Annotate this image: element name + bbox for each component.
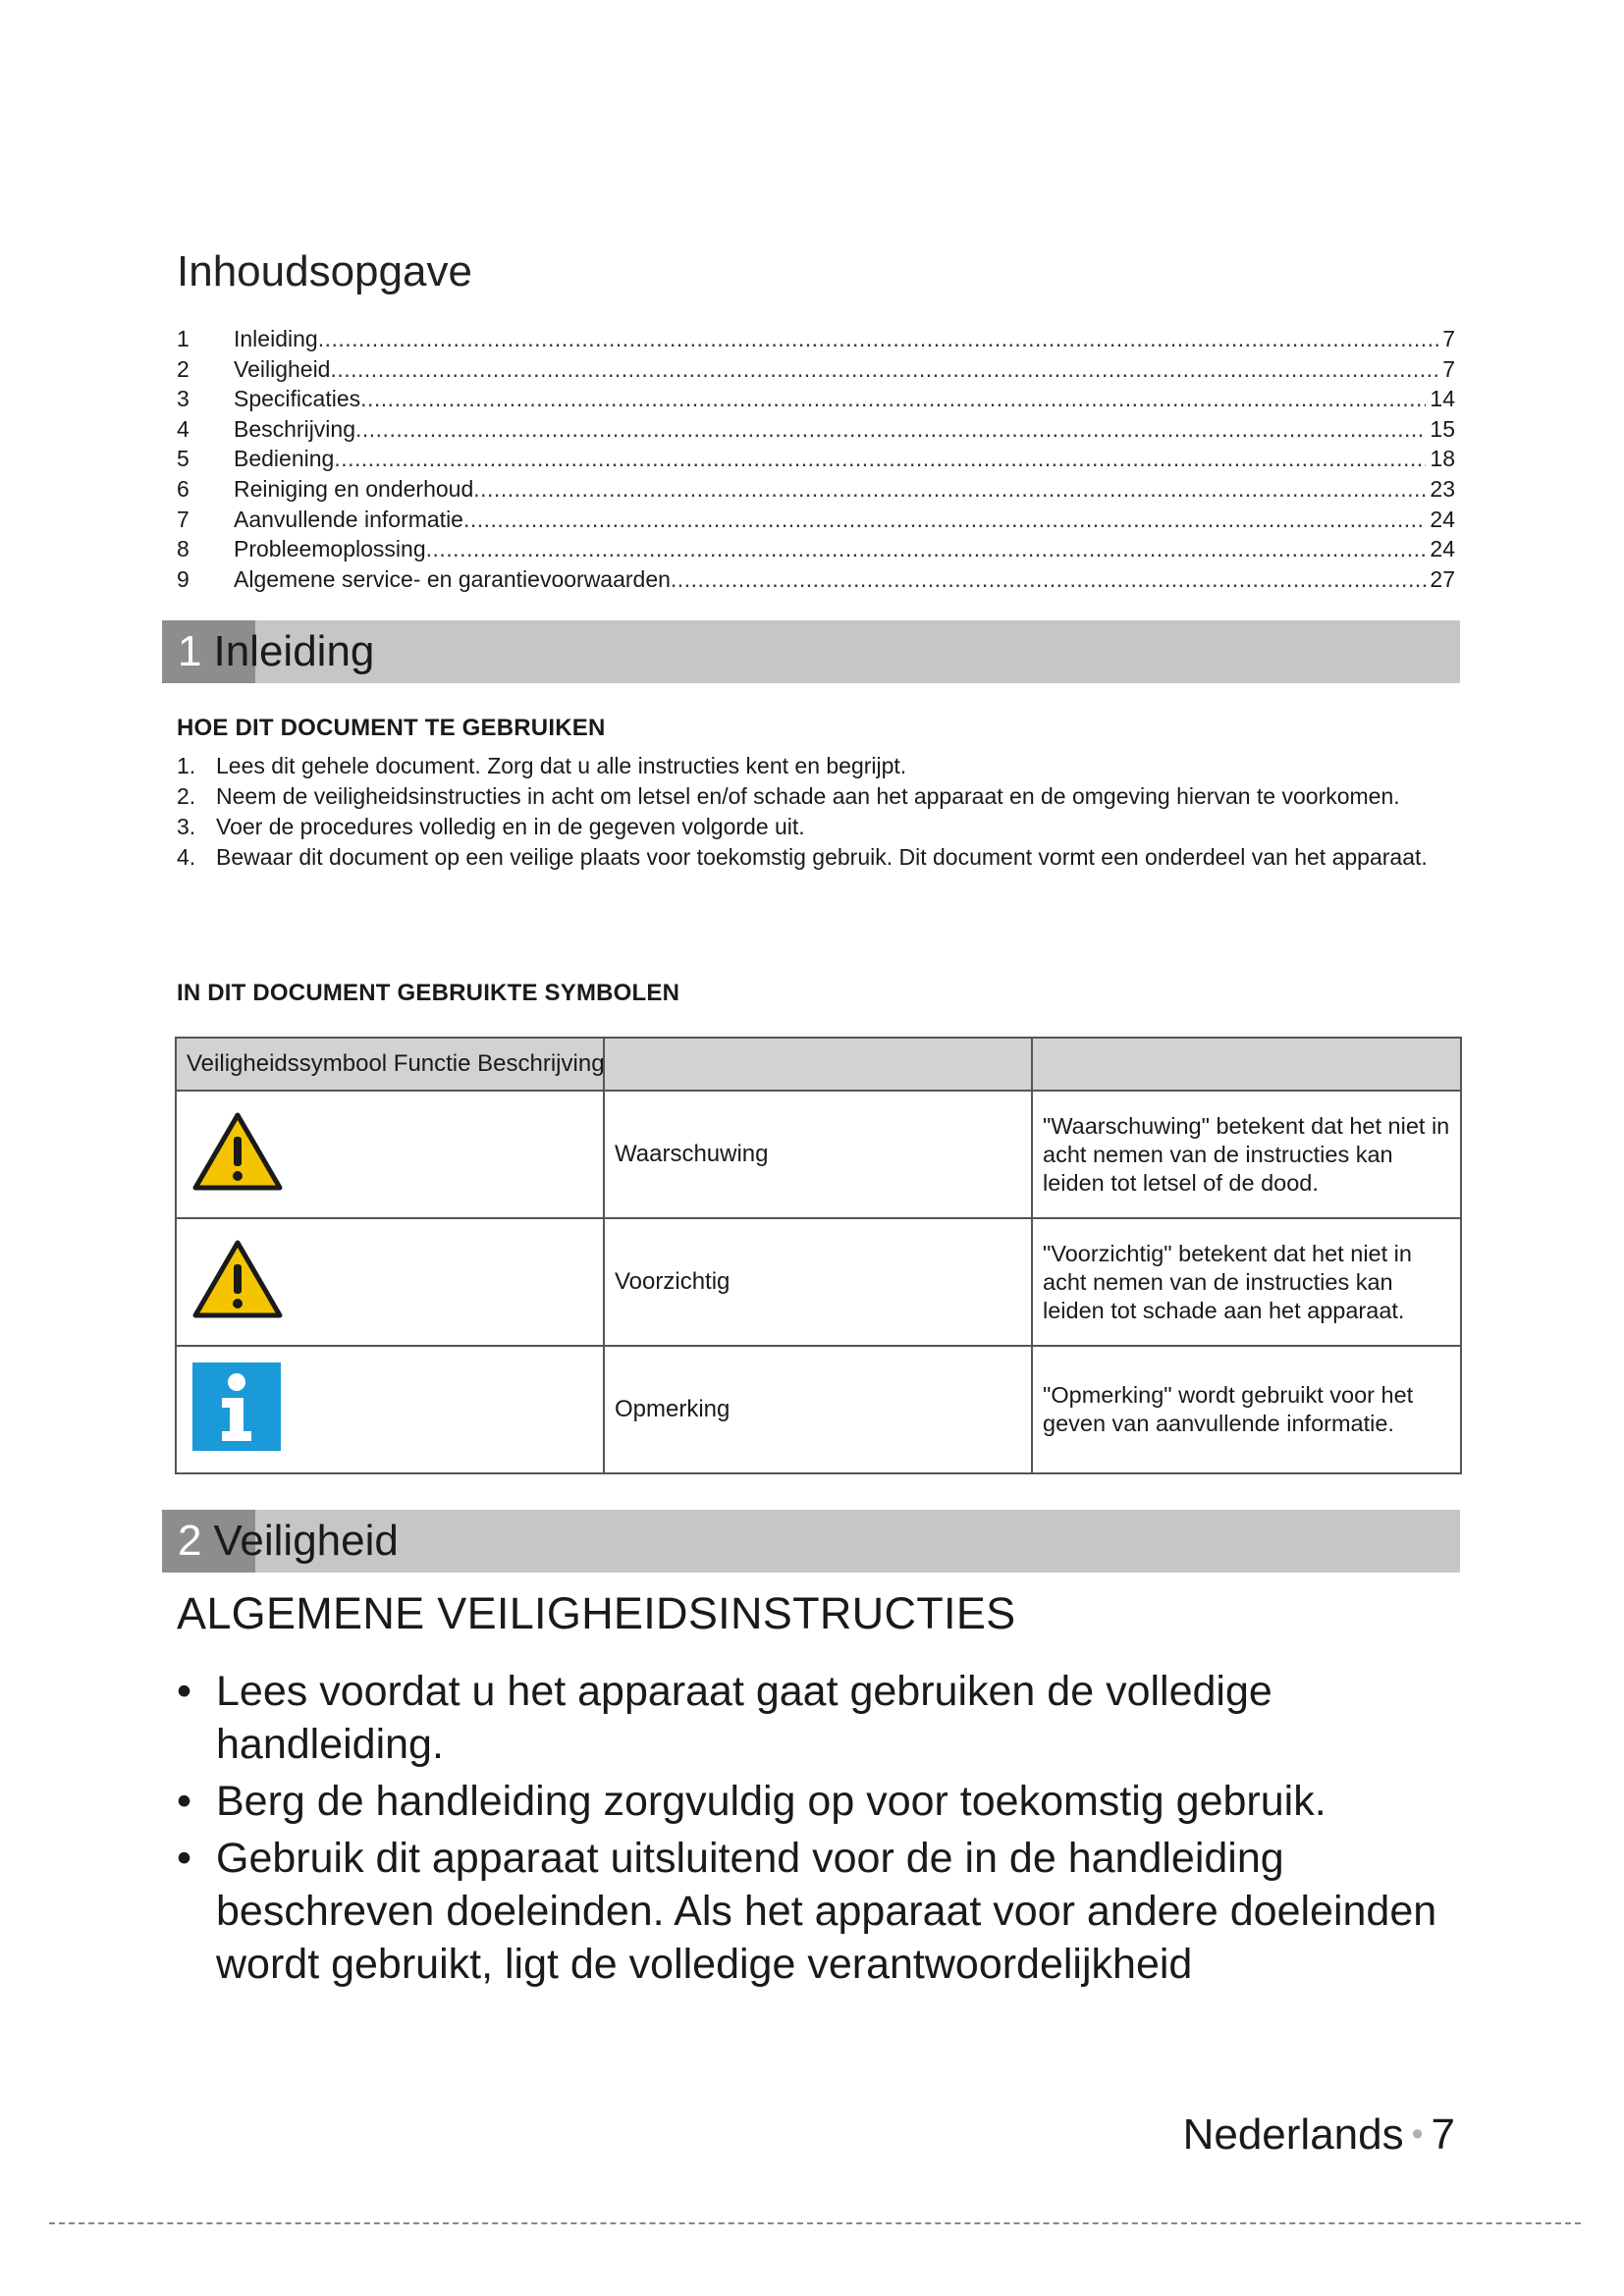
toc-entry-page: 7 <box>1442 355 1455 382</box>
function-cell: Opmerking <box>604 1346 1032 1473</box>
function-cell: Voorzichtig <box>604 1218 1032 1346</box>
toc-entry-label: Specificaties <box>234 386 361 412</box>
toc-entry[interactable] <box>177 505 1455 535</box>
table-header-row <box>176 1038 1461 1091</box>
toc-leader-dots <box>473 474 1426 504</box>
step-text: Voer de procedures volledig en in de gegeven volgorde uit. <box>216 814 805 839</box>
section-number: 1 <box>178 627 202 675</box>
list-item <box>177 752 1453 780</box>
toc-entry-number: 7 <box>177 506 189 532</box>
toc-entry-page: 24 <box>1430 536 1455 562</box>
toc-entry-page: 7 <box>1442 326 1455 351</box>
symbols-table <box>175 1037 1462 1474</box>
symbol-cell <box>176 1346 604 1473</box>
toc-entry[interactable] <box>177 474 1455 505</box>
section-number: 2 <box>178 1517 202 1565</box>
table-row <box>176 1218 1461 1346</box>
howto-heading: HOE DIT DOCUMENT TE GEBRUIKEN <box>177 715 606 741</box>
page-footer <box>1183 2110 1455 2160</box>
step-text: Neem de veiligheidsinstructies in acht om letsel en/of schade aan het apparaat en de omgeving hiervan te voorkomen. <box>216 783 1400 809</box>
toc-entry-page: 27 <box>1430 565 1455 592</box>
toc-leader-dots <box>426 534 1427 563</box>
usage-steps <box>177 752 1453 874</box>
toc-entry[interactable] <box>177 444 1455 474</box>
toc-entry[interactable] <box>177 354 1455 385</box>
toc-entry-number: 5 <box>177 446 189 472</box>
section-title-text: Veiligheid <box>213 1517 399 1565</box>
toc-entry-page: 24 <box>1430 506 1455 532</box>
description-cell: "Waarschuwing" betekent dat het niet in acht nemen van de instructies kan leiden tot letsel of de dood. <box>1032 1091 1461 1218</box>
toc-entry-number: 9 <box>177 565 189 592</box>
step-number: 1. <box>177 753 196 778</box>
table-header-cell-empty <box>604 1038 1032 1091</box>
symbol-cell <box>176 1218 604 1346</box>
toc-leader-dots <box>671 564 1426 594</box>
step-number: 2. <box>177 783 196 809</box>
toc-entry-number: 8 <box>177 536 189 562</box>
section-1-header <box>162 620 1460 683</box>
description-cell: "Voorzichtig" betekent dat het niet in acht nemen van de instructies kan leiden tot schade aan het apparaat. <box>1032 1218 1461 1346</box>
toc-entry-page: 15 <box>1430 415 1455 442</box>
table-row <box>176 1346 1461 1473</box>
toc-entry-label: Inleiding <box>234 326 318 351</box>
toc-leader-dots <box>355 414 1426 444</box>
footer-language: Nederlands <box>1182 2110 1404 2159</box>
toc-entry[interactable] <box>177 564 1455 595</box>
toc-leader-dots <box>330 354 1438 384</box>
safety-bullets <box>177 1665 1483 1995</box>
section-title-text: Inleiding <box>213 627 375 675</box>
info-icon <box>192 1362 281 1451</box>
page-bottom-divider <box>49 2222 1581 2224</box>
toc-entry-label: Algemene service- en garantievoorwaarden <box>234 565 671 592</box>
step-number: 3. <box>177 814 196 839</box>
toc-entry-label: Reiniging en onderhoud <box>234 475 474 502</box>
toc-entry-page: 14 <box>1430 386 1455 412</box>
toc-entry[interactable] <box>177 324 1455 354</box>
toc-title: Inhoudsopgave <box>177 247 472 295</box>
toc-entry-page: 18 <box>1430 446 1455 472</box>
safety-instructions-heading: ALGEMENE VEILIGHEIDSINSTRUCTIES <box>177 1588 1016 1638</box>
toc-entry-label: Aanvullende informatie <box>234 506 463 532</box>
toc-entry-label: Bediening <box>234 446 335 472</box>
list-item: • Gebruik dit apparaat uitsluitend voor de in de handleiding beschreven doeleinden. Als het apparaat voor andere doeleinden wordt gebruikt, ligt de volledige verantwoordelijkheid <box>177 1832 1483 1991</box>
toc-leader-dots <box>334 444 1426 473</box>
toc-entry-number: 4 <box>177 415 189 442</box>
list-item <box>177 782 1453 811</box>
section-title <box>178 1518 399 1565</box>
footer-separator: • <box>1411 2115 1424 2153</box>
list-item <box>177 843 1453 872</box>
toc-leader-dots <box>463 505 1426 534</box>
list-item <box>177 813 1453 841</box>
toc-entry-page: 23 <box>1430 475 1455 502</box>
list-item: • Lees voordat u het apparaat gaat gebruiken de volledige handleiding. <box>177 1665 1483 1771</box>
toc-entry-label: Veiligheid <box>234 355 331 382</box>
table-header-cell: Veiligheidssymbool Functie Beschrijving <box>176 1038 604 1091</box>
table-row <box>176 1091 1461 1218</box>
toc-entry-label: Beschrijving <box>234 415 355 442</box>
warning-triangle-icon <box>192 1111 283 1192</box>
toc-entry-number: 1 <box>177 326 189 351</box>
symbols-heading: IN DIT DOCUMENT GEBRUIKTE SYMBOLEN <box>177 980 680 1006</box>
caution-triangle-icon <box>192 1239 283 1319</box>
table-of-contents <box>177 324 1455 594</box>
toc-entry[interactable] <box>177 384 1455 414</box>
function-cell: Waarschuwing <box>604 1091 1032 1218</box>
step-text: Bewaar dit document op een veilige plaats voor toekomstig gebruik. Dit document vormt een onderdeel van het apparaat. <box>216 844 1428 870</box>
description-cell: "Opmerking" wordt gebruikt voor het geven van aanvullende informatie. <box>1032 1346 1461 1473</box>
toc-entry-number: 6 <box>177 475 189 502</box>
toc-entry[interactable] <box>177 414 1455 445</box>
section-2-header <box>162 1510 1460 1573</box>
page-number: 7 <box>1431 2110 1455 2159</box>
toc-entry-label: Probleemoplossing <box>234 536 426 562</box>
table-header-cell-empty <box>1032 1038 1461 1091</box>
step-number: 4. <box>177 844 196 870</box>
toc-leader-dots <box>318 324 1439 353</box>
toc-entry-number: 3 <box>177 386 189 412</box>
list-item: • Berg de handleiding zorgvuldig op voor toekomstig gebruik. <box>177 1775 1483 1828</box>
toc-leader-dots <box>360 384 1426 413</box>
toc-entry-number: 2 <box>177 355 189 382</box>
step-text: Lees dit gehele document. Zorg dat u alle instructies kent en begrijpt. <box>216 753 907 778</box>
section-title <box>178 628 374 675</box>
toc-entry[interactable] <box>177 534 1455 564</box>
symbol-cell <box>176 1091 604 1218</box>
